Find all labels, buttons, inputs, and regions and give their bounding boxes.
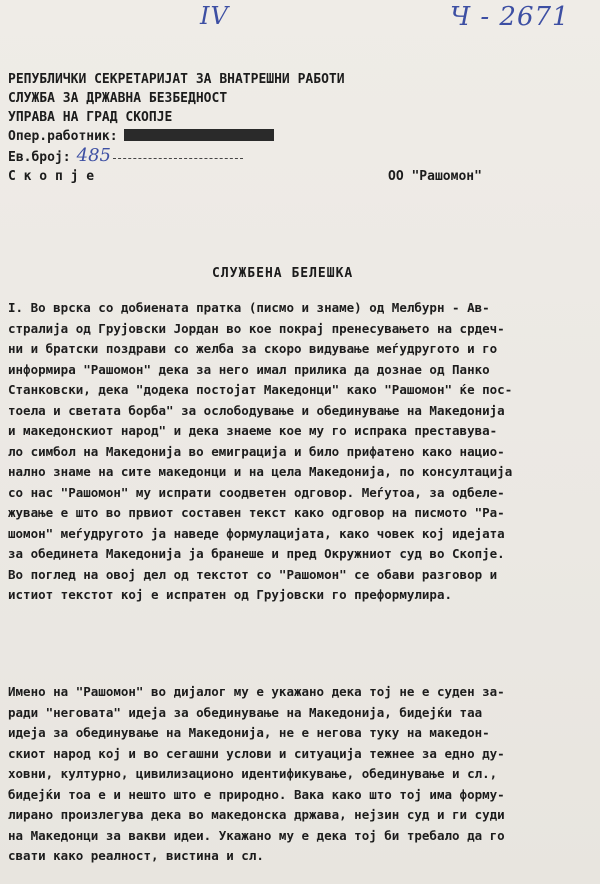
roman-numeral-annotation: IV (200, 2, 229, 30)
text-line: за обединета Македонија ја бранеше и пред Окружниот суд во Скопје. (8, 546, 505, 561)
text-line: истиот текстот кој е испратен од Грујовски го преформулира. (8, 587, 453, 602)
text-line: ради "неговата" идеја за обединување на Македонија, бидејќи таа (8, 704, 483, 720)
text-line: Во поглед на овој дел од текстот со "Рашомон" се обави разговор и (8, 566, 498, 582)
reg-number: 485 (76, 145, 111, 166)
city-label: С к о п ј е (8, 169, 95, 184)
header-directorate: УПРАВА НА ГРАД СКОПЈЕ (8, 110, 173, 125)
text-line: жување е што во првиот составен текст како одговор на писмото "Ра- (8, 505, 505, 520)
text-line: ни и братски поздрави со желба за скоро видување меѓудругото и го (8, 341, 498, 356)
target-label: ОО "Рашомон" (388, 169, 482, 184)
paragraph-2 (8, 682, 596, 867)
dashed-underline (113, 158, 243, 159)
text-line: свати како реалност, вистина и сл. (8, 848, 264, 863)
reg-line (8, 146, 345, 167)
worker-line (8, 127, 345, 146)
text-line: бидејќи тоа е и нешто што е природно. Вака како што тој има форму- (8, 786, 505, 802)
text-line: скиот народ кој и во сегашни услови и ситуација тежнее за едно ду- (8, 745, 505, 761)
city-line (8, 167, 482, 186)
text-line: шомон" меѓудругото ја наведе формулацијата, како човек кој идејата (8, 525, 505, 541)
worker-label: Опер.работник: (8, 129, 118, 144)
archive-number-annotation: Ч - 2671 (450, 2, 570, 32)
text-line: Имено на "Рашомон" во дијалог му е укажано дека тој не е суден за- (8, 684, 505, 699)
header-ministry: РЕПУБЛИЧКИ СЕКРЕТАРИЈАТ ЗА ВНАТРЕШНИ РАБОТИ (8, 72, 345, 87)
document-title: СЛУЖБЕНА БЕЛЕШКА (212, 266, 354, 281)
text-line: ло симбол на Македонија во емиграција и било прифатено како нацио- (8, 443, 505, 459)
text-line: Станковски, дека "додека постојат Македонци" како "Рашомон" ќе пос- (8, 382, 513, 397)
document-header (8, 70, 482, 186)
reg-label: Ев.број: (8, 150, 71, 165)
text-line: идеја за обединување на Македонија, не е негова туку на македон- (8, 725, 490, 740)
text-line: нално знаме на сите македонци и на цела Македонија, по консултација (8, 464, 513, 479)
text-line: ховни, културно, цивилизационо идентификување, обединување и сл., (8, 766, 498, 781)
text-line: и македонскиот народ" и дека знаеме кое му го испрака преставува- (8, 423, 498, 438)
paragraph-1 (8, 298, 596, 606)
text-line: тоела и светата борба" за ослободување и обединување на Македонија (8, 402, 505, 418)
text-line: I. Во врска со добиената пратка (писмо и знаме) од Мелбурн - Ав- (8, 300, 490, 315)
text-line: информира "Рашомон" дека за него имал прилика да дознае од Панко (8, 361, 490, 377)
redaction-bar (124, 129, 274, 141)
text-line: стралија од Грујовски Јордан во кое покрај пренесувањето на срдеч- (8, 320, 505, 336)
text-line: на Македонци за вакви идеи. Укажано му е дека тој би требало да го (8, 827, 505, 843)
text-line: со нас "Рашомон" му испрати соодветен одговор. Меѓутоа, за одбеле- (8, 484, 505, 500)
header-service: СЛУЖБА ЗА ДРЖАВНА БЕЗБЕДНОСТ (8, 91, 228, 106)
text-line: лирано произлегува дека во македонска држава, нејзин суд и ги суди (8, 807, 505, 822)
